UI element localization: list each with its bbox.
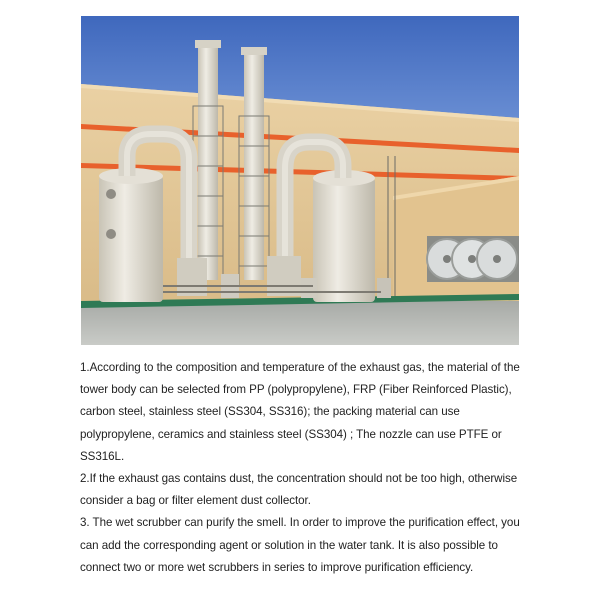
- wet-scrubber-towers-photo-icon: [81, 16, 519, 345]
- paragraph-purify: 3. The wet scrubber can purify the smell. In order to improve the purification effect, you can add the corresponding agent or solution in the water tank. It is also possible to connect two or more wet scrubbers in series to improve purification efficiency.: [80, 516, 520, 574]
- paragraph-dust: 2.If the exhaust gas contains dust, the concentration should not be too high, otherwise consider a bag or filter element dust collector.: [80, 472, 518, 508]
- description-text: [80, 357, 520, 579]
- exhaust-fans: [427, 236, 519, 282]
- paragraph-material: 1.According to the composition and temperature of the exhaust gas, the material of the tower body can be selected from PP (polypropylene), FRP (Fiber Reinforced Plastic), carbon steel, stainless steel (SS304, SS316); the packing material can use polypropylene, ceramics and stainless steel (SS304) ; The nozzle can use PTFE or SS316L.: [80, 361, 520, 463]
- wet-scrubber-photo: [81, 16, 519, 345]
